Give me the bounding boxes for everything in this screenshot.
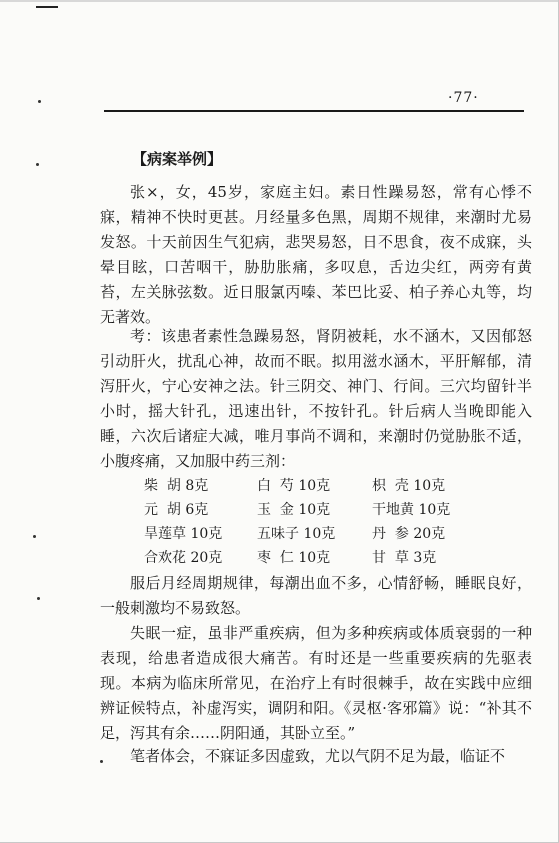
scan-speck: [36, 163, 39, 166]
scan-edge-top: [0, 0, 559, 2]
prescription-item: 元 胡 6克: [144, 502, 209, 518]
section-heading: 【病案举例】: [132, 150, 223, 168]
outcome-paragraph: 服后月经周期规律，每潮出血不多，心情舒畅，睡眠良好，一般刺激均不易致怒。: [100, 574, 532, 617]
prescription-item: 合欢花 20克: [144, 550, 223, 566]
page-number: ·77·: [448, 90, 479, 106]
prescription-item: 五味子 10克: [257, 526, 336, 542]
prescription-item: 柴 胡 8克: [144, 478, 209, 494]
scan-speck: [37, 597, 40, 600]
prescription-item: 甘 草 3克: [372, 550, 437, 566]
prescription-row: [144, 522, 474, 547]
scan-speck: [33, 535, 36, 538]
prescription-item: 丹 参 20克: [372, 526, 446, 542]
prescription-row: [144, 498, 474, 523]
prescription-item: 干地黄 10克: [372, 502, 451, 518]
prescription-item: 白 芍 10克: [257, 478, 331, 494]
prescription-item: 枳 壳 10克: [372, 478, 446, 494]
scan-corner-mark: [36, 6, 58, 8]
discussion-paragraph: 失眠一症，虽非严重疾病，但为多种疾病或体质衰弱的一种表现，给患者造成很大痛苦。有时还是一些重要疾病的先驱表现。本病为临床所常见，在治疗上有时很棘手，故在实践中应细辨证候特点，补虚泻实，调阴和阳。《灵枢·客邪篇》说：“补其不足，泻其有余……阴阳通，其卧立至。”: [100, 624, 532, 742]
prescription-item: 旱莲草 10克: [144, 526, 223, 542]
scan-speck: [38, 100, 41, 103]
prescription-item: 玉 金 10克: [257, 502, 331, 518]
closing-line: 笔者体会，不寐证多因虚致，尤以气阴不足为最，临证不: [130, 747, 506, 765]
prescription-row: [144, 546, 474, 571]
header-rule: [104, 110, 524, 112]
prescription-row: [144, 474, 474, 499]
prescription-item: 枣 仁 10克: [257, 550, 331, 566]
case-paragraph: 张×，女，45岁，家庭主妇。素日性躁易怒，常有心悸不寐，精神不快时更甚。月经量多色黑，周期不规律，来潮时尤易发怒。十天前因生气犯病，悲哭易怒，日不思食，夜不成寐，头晕目眩，口苦咽干，胁肋胀痛，多叹息，舌边尖红，两旁有黄苔，左关脉弦数。近日服氯丙嗪、苯巴比妥、柏子养心丸等，均无著效。: [100, 183, 532, 326]
analysis-paragraph: 考：该患者素性急躁易怒，肾阴被耗，水不涵木，又因郁怒引动肝火，扰乱心神，故而不眠。拟用滋水涵木，平肝解郁，清泻肝火，宁心安神之法。针三阴交、神门、行间。三穴均留针半小时，摇大针孔，迅速出针，不按针孔。针后病人当晚即能入睡，六次后诸症大减，唯月事尚不调和，来潮时仍觉胁胀不适，小腹疼痛，又加服中药三剂：: [100, 327, 532, 470]
